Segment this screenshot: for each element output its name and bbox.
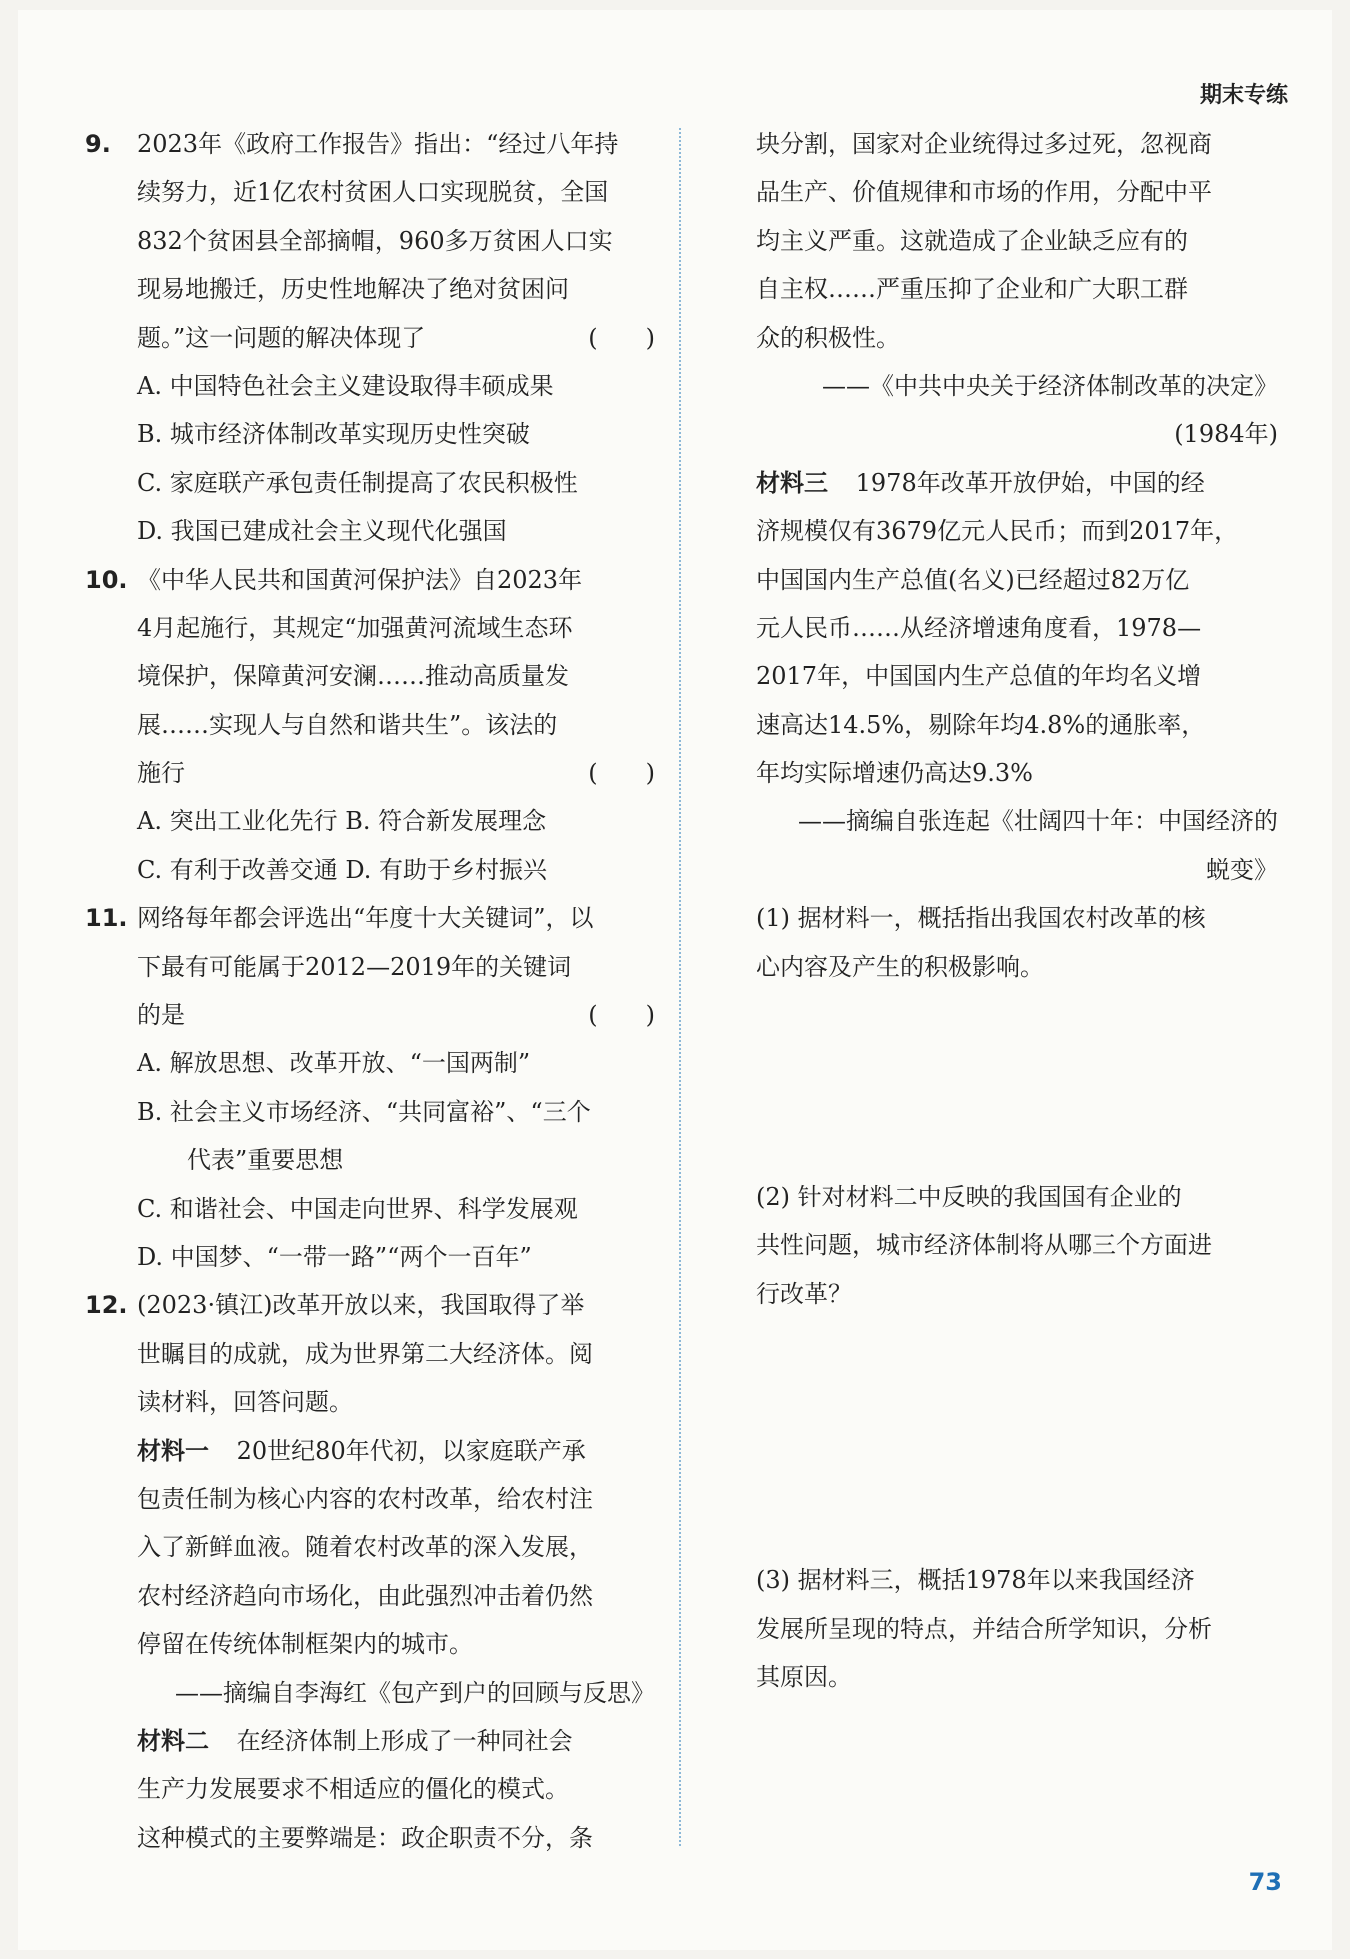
question-text: 读材料，回答问题。 [137, 1388, 353, 1417]
question-11 [85, 894, 655, 1281]
material-text: 块分割，国家对企业统得过多过死，忽视商 [756, 130, 1212, 158]
material-text: 元人民币……从经济增速角度看，1978— [756, 613, 1202, 642]
material-text: 2017年，中国国内生产总值的年均名义增 [756, 662, 1202, 691]
option-b[interactable]: B. 社会主义市场经济、“共同富裕”、“三个 [137, 1097, 591, 1126]
sub-question-1-cont: 心内容及产生的积极影响。 [756, 952, 1044, 981]
question-10 [85, 556, 655, 895]
option-ab[interactable]: A. 突出工业化先行 B. 符合新发展理念 [137, 807, 547, 836]
answer-space-3[interactable] [756, 1701, 1278, 1901]
material-1-label: 材料一 [137, 1436, 209, 1465]
page-header: 期末专练 [1199, 83, 1288, 108]
answer-blank[interactable]: ( ) [588, 759, 655, 788]
question-line [85, 314, 655, 362]
material-text: 自主权……严重压抑了企业和广大职工群 [756, 275, 1188, 304]
question-9 [85, 120, 655, 556]
question-12 [85, 1281, 655, 1862]
material-2-year: (1984年) [1174, 420, 1278, 449]
sub-question-3: (3) 据材料三，概括1978年以来我国经济 [756, 1566, 1195, 1595]
question-text: 境保护，保障黄河安澜……推动高质量发 [137, 662, 569, 691]
left-column [85, 120, 655, 1862]
option-d[interactable]: D. 中国梦、“一带一路”“两个一百年” [137, 1242, 532, 1271]
question-line [85, 1281, 655, 1329]
question-text: 施行 [137, 759, 185, 788]
column-divider [679, 128, 681, 1846]
question-text: 展……实现人与自然和谐共生”。该法的 [137, 710, 558, 739]
material-text: 这种模式的主要弊端是：政企职责不分，条 [137, 1823, 593, 1852]
question-number: 10. [85, 565, 128, 594]
material-text: 众的积极性。 [756, 323, 900, 352]
question-line [85, 749, 655, 797]
material-text: 在经济体制上形成了一种同社会 [236, 1726, 573, 1755]
page-number: 73 [1248, 1868, 1282, 1896]
material-text: 入了新鲜血液。随着农村改革的深入发展， [137, 1533, 593, 1562]
material-text: 品生产、价值规律和市场的作用，分配中平 [756, 178, 1212, 207]
material-text: 农村经济趋向市场化，由此强烈冲击着仍然 [137, 1581, 593, 1610]
material-3-source-cont: 蜕变》 [1206, 855, 1278, 884]
material-text: 包责任制为核心内容的农村改革，给农村注 [137, 1484, 593, 1513]
answer-space-1[interactable] [756, 991, 1278, 1173]
question-text: 《中华人民共和国黄河保护法》自2023年 [137, 565, 583, 594]
answer-space-2[interactable] [756, 1318, 1278, 1556]
question-line [85, 120, 655, 168]
option-b-continued: 代表”重要思想 [187, 1146, 344, 1175]
question-text: 832个贫困县全部摘帽，960多万贫困人口实 [137, 226, 613, 255]
question-number: 12. [85, 1291, 128, 1320]
material-3-source: ——摘编自张连起《壮阔四十年：中国经济的 [798, 807, 1278, 836]
question-text: 网络每年都会评选出“年度十大关键词”，以 [137, 904, 594, 933]
material-text: 均主义严重。这就造成了企业缺乏应有的 [756, 226, 1188, 255]
material-3-label: 材料三 [756, 468, 828, 497]
option-cd[interactable]: C. 有利于改善交通 D. 有助于乡村振兴 [137, 855, 548, 884]
question-number: 11. [85, 904, 128, 933]
question-line [85, 556, 655, 604]
material-text: 速高达14.5%，剔除年均4.8%的通胀率， [756, 710, 1206, 739]
option-c[interactable]: C. 家庭联产承包责任制提高了农民积极性 [137, 468, 578, 497]
question-line [85, 991, 655, 1039]
question-number: 9. [85, 130, 111, 158]
question-text: 2023年《政府工作报告》指出：“经过八年持 [137, 130, 619, 158]
sub-question-2: (2) 针对材料二中反映的我国国有企业的 [756, 1183, 1182, 1212]
material-3-line [756, 459, 1278, 507]
material-2-line [85, 1717, 655, 1765]
question-text: 续努力，近1亿农村贫困人口实现脱贫，全国 [137, 178, 609, 207]
material-text: 中国国内生产总值(名义)已经超过82万亿 [756, 565, 1190, 594]
sub-question-2-cont: 共性问题，城市经济体制将从哪三个方面进 [756, 1231, 1212, 1260]
question-text: 题。”这一问题的解决体现了 [137, 323, 426, 352]
option-c[interactable]: C. 和谐社会、中国走向世界、科学发展观 [137, 1194, 578, 1223]
material-2-source: ——《中共中央关于经济体制改革的决定》 [822, 371, 1278, 400]
material-2-label: 材料二 [137, 1726, 209, 1755]
option-a[interactable]: A. 中国特色社会主义建设取得丰硕成果 [137, 371, 554, 400]
material-1-source: ——摘编自李海红《包产到户的回顾与反思》 [175, 1678, 655, 1707]
material-text: 济规模仅有3679亿元人民币；而到2017年， [756, 517, 1239, 546]
sub-question-3-cont: 其原因。 [756, 1662, 852, 1691]
answer-blank[interactable]: ( ) [588, 323, 655, 352]
question-text: 4月起施行，其规定“加强黄河流域生态环 [137, 613, 573, 642]
question-text: (2023·镇江)改革开放以来，我国取得了举 [137, 1291, 585, 1320]
material-text: 年均实际增速仍高达9.3% [756, 759, 1033, 788]
right-column [756, 120, 1278, 1901]
question-line [85, 894, 655, 942]
sub-question-2-cont: 行改革？ [756, 1279, 852, 1308]
question-text: 世瞩目的成就，成为世界第二大经济体。阅 [137, 1339, 593, 1368]
material-text: 1978年改革开放伊始，中国的经 [855, 468, 1205, 497]
question-text: 的是 [137, 1001, 185, 1030]
option-b[interactable]: B. 城市经济体制改革实现历史性突破 [137, 420, 530, 449]
sub-question-1: (1) 据材料一，概括指出我国农村改革的核 [756, 904, 1206, 933]
option-a[interactable]: A. 解放思想、改革开放、“一国两制” [137, 1049, 531, 1078]
option-d[interactable]: D. 我国已建成社会主义现代化强国 [137, 517, 507, 546]
material-1-line [85, 1427, 655, 1475]
material-text: 生产力发展要求不相适应的僵化的模式。 [137, 1775, 569, 1804]
question-text: 现易地搬迁，历史性地解决了绝对贫困问 [137, 275, 569, 304]
material-text: 停留在传统体制框架内的城市。 [137, 1630, 473, 1659]
question-text: 下最有可能属于2012—2019年的关键词 [137, 952, 572, 981]
sub-question-3-cont: 发展所呈现的特点，并结合所学知识，分析 [756, 1614, 1212, 1643]
material-text: 20世纪80年代初，以家庭联产承 [236, 1436, 586, 1465]
answer-blank[interactable]: ( ) [588, 1001, 655, 1030]
